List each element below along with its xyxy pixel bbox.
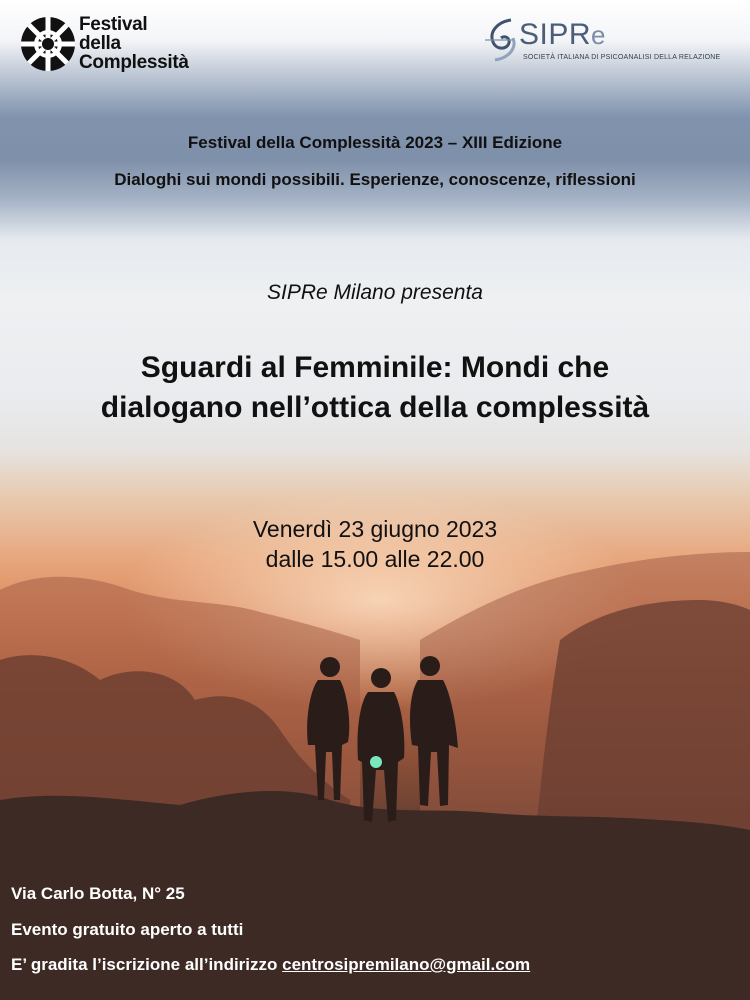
event-time: dalle 15.00 alle 22.00 xyxy=(265,546,485,572)
sipre-tagline: SOCIETÀ ITALIANA DI PSICOANALISI DELLA RELAZIONE xyxy=(523,54,721,61)
free-entry-note: Evento gratuito aperto a tutti xyxy=(11,920,244,939)
lens-flare xyxy=(370,756,382,768)
festival-emblem-icon xyxy=(20,16,76,72)
registration-line xyxy=(11,954,530,976)
sipre-wordmark-main: SIPR xyxy=(519,18,592,51)
registration-prefix: E’ gradita l’iscrizione all’indirizzo xyxy=(11,955,283,974)
event-address: Via Carlo Botta, N° 25 xyxy=(11,884,185,903)
festival-edition: Festival della Complessità 2023 – XIII Edizione xyxy=(187,133,563,152)
festival-wordmark xyxy=(79,15,189,72)
presenter-line: SIPRe Milano presenta xyxy=(267,281,483,304)
sipre-wordmark-tail: e xyxy=(591,20,606,50)
event-title-line2: dialogano nell’ottica della complessità xyxy=(100,391,650,424)
sipre-logo xyxy=(483,16,733,68)
festival-wordmark-line2: della xyxy=(79,33,121,54)
sipre-wordmark xyxy=(519,18,606,52)
event-date: Venerdì 23 giugno 2023 xyxy=(252,516,498,542)
sipre-swirl-icon xyxy=(483,16,523,64)
event-title xyxy=(0,348,750,428)
event-title-line1: Sguardi al Femminile: Mondi che xyxy=(140,351,610,384)
festival-wordmark-line1: Festival xyxy=(79,14,148,35)
event-datetime xyxy=(0,514,750,574)
festival-wordmark-line3: Complessità xyxy=(79,52,189,73)
festival-logo xyxy=(20,15,220,77)
festival-theme: Dialoghi sui mondi possibili. Esperienze, conoscenze, riflessioni xyxy=(114,170,636,189)
email-link[interactable]: centrosipremilano@gmail.com xyxy=(282,955,531,974)
